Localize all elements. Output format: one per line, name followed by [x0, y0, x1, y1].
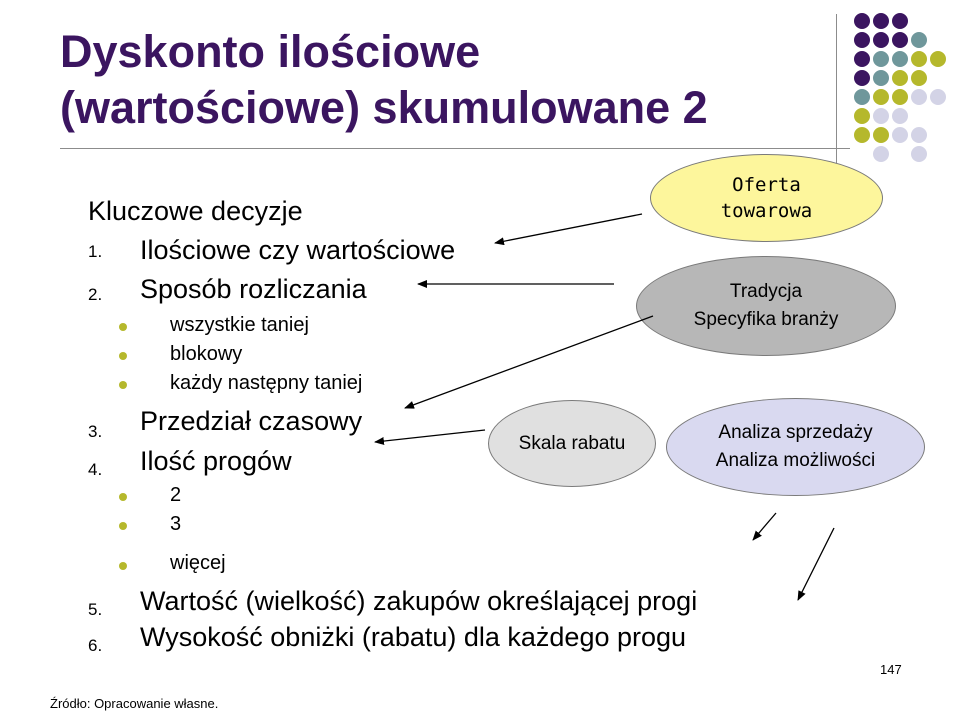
- item-label: Ilościowe czy wartościowe: [140, 235, 456, 265]
- sub-item: każdy następny taniej: [170, 372, 363, 394]
- item-number: 6.: [88, 636, 103, 655]
- arrow-analiza-down-left: [753, 513, 776, 540]
- oval-text: Oferta: [732, 174, 801, 196]
- oval-text: Skala rabatu: [518, 432, 626, 454]
- page-number: 147: [880, 662, 902, 677]
- item-number: 4.: [88, 460, 103, 479]
- oval-text: Tradycja: [729, 281, 803, 302]
- sub-item: blokowy: [170, 343, 243, 365]
- item-number: 3.: [88, 422, 103, 441]
- key-decisions-heading: Kluczowe decyzje: [88, 196, 303, 226]
- title-line-1: Dyskonto ilościowe: [60, 26, 481, 77]
- item-number: 1.: [88, 242, 103, 261]
- item-label: Sposób rozliczania: [140, 274, 367, 304]
- title-line-2: (wartościowe) skumulowane 2: [60, 82, 708, 133]
- arrow-skala-to-item3: [375, 430, 485, 442]
- sub-item: 2: [170, 484, 182, 506]
- item-label: Ilość progów: [140, 446, 292, 476]
- arrow-oferta-to-item1: [495, 214, 642, 243]
- sub-item: wszystkie taniej: [170, 314, 309, 336]
- item-number: 5.: [88, 600, 103, 619]
- sub-item: 3: [170, 513, 182, 535]
- oval-text: Specyfika branży: [693, 309, 839, 330]
- oval-text: Analiza możliwości: [715, 450, 876, 471]
- oval-text: Analiza sprzedaży: [718, 422, 873, 443]
- oval-text: towarowa: [720, 200, 813, 222]
- source-note: Źródło: Opracowanie własne.: [50, 696, 219, 711]
- arrow-analiza-down-long: [798, 528, 834, 600]
- item-label: Przedział czasowy: [140, 406, 363, 436]
- sub-item: więcej: [170, 552, 226, 574]
- item-label: Wysokość obniżki (rabatu) dla każdego progu: [140, 622, 687, 652]
- item-label: Wartość (wielkość) zakupów określającej progi: [140, 586, 698, 616]
- item-number: 2.: [88, 285, 103, 304]
- arrow-tradycja-to-subitems: [405, 316, 653, 408]
